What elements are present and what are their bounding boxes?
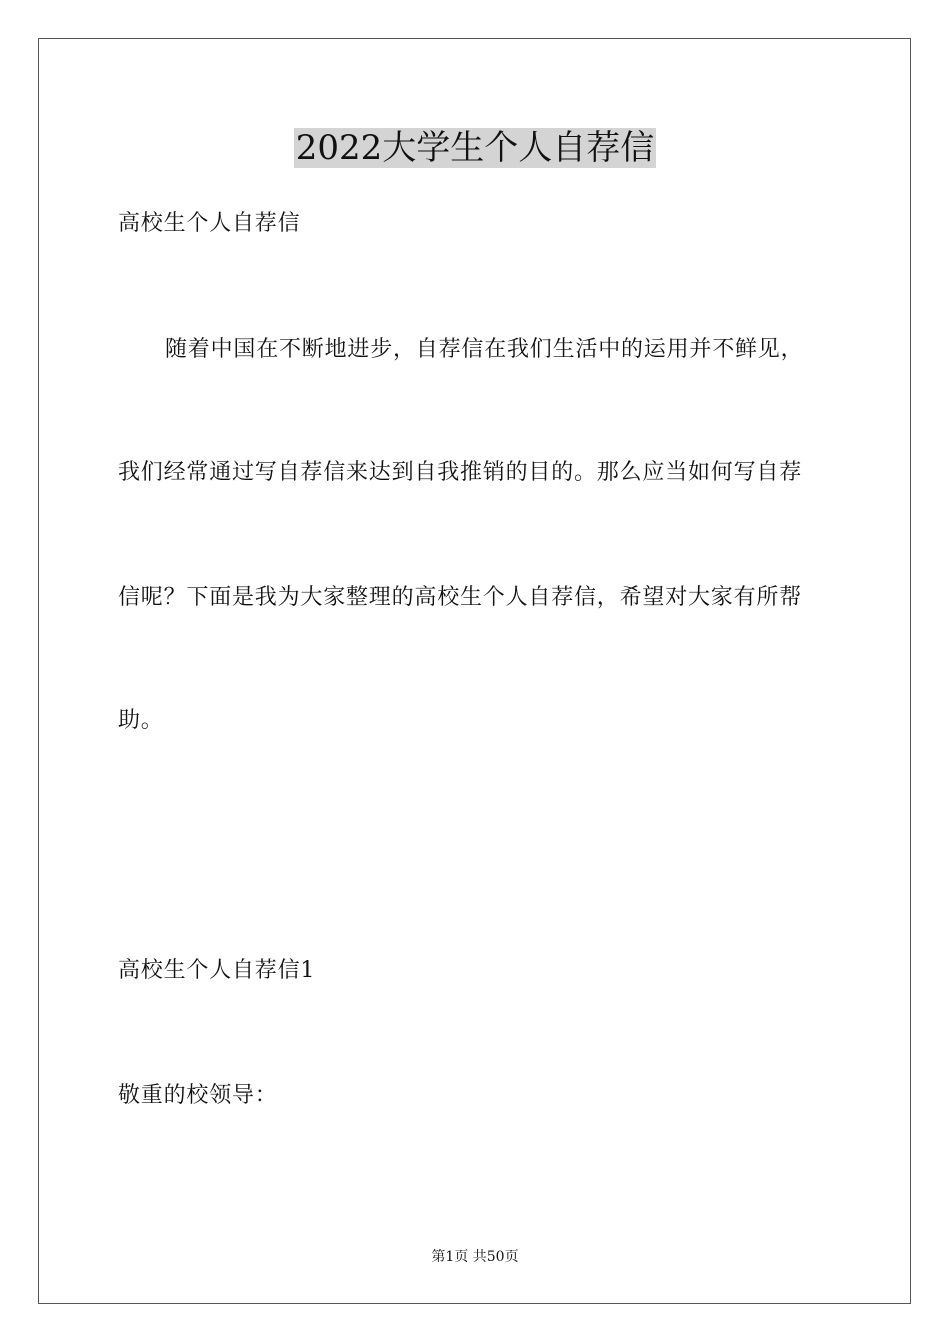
page-footer: 第1页 共50页 bbox=[431, 1249, 519, 1265]
section-heading: 高校生个人自荐信1 bbox=[118, 958, 316, 983]
paragraph-line: 随着中国在不断地进步，自荐信在我们生活中的运用并不鲜见， bbox=[165, 337, 804, 362]
paragraph-line: 我们经常通过写自荐信来达到自我推销的目的。那么应当如何写自荐 bbox=[118, 460, 803, 485]
salutation-line: 敬重的校领导： bbox=[118, 1083, 278, 1108]
paragraph-line: 信呢？下面是我为大家整理的高校生个人自荐信，希望对大家有所帮 bbox=[118, 585, 803, 610]
paragraph-line: 助。 bbox=[118, 708, 164, 733]
document-title: 2022大学生个人自荐信 bbox=[295, 128, 655, 168]
subtitle-line: 高校生个人自荐信 bbox=[118, 211, 301, 236]
